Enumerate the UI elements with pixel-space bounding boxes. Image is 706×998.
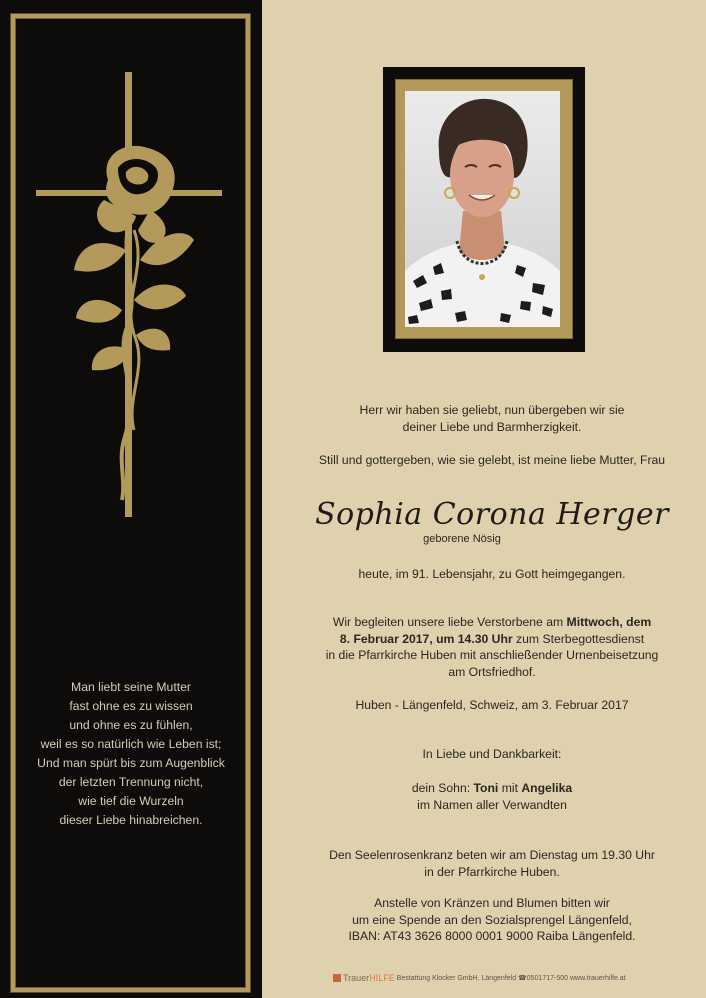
passing-text — [292, 566, 692, 583]
left-panel — [0, 0, 262, 998]
footer-info: Bestattung Klocker GmbH, Längenfeld ☎0501717-500 www.trauerhilfe.at — [396, 974, 626, 982]
son-name: Toni — [473, 781, 499, 795]
mit-text: mit — [498, 781, 522, 795]
funeral-date-time: 8. Februar 2017, um 14.30 Uhr — [339, 631, 513, 646]
funeral-line-2 — [292, 631, 692, 648]
poem-line: fast ohne es zu wissen — [69, 699, 193, 713]
poem-line: Und man spürt bis zum Augenblick — [37, 756, 225, 770]
poem-line: weil es so natürlich wie Leben ist; — [40, 737, 222, 751]
donation-info — [292, 895, 692, 945]
mourners-son-line — [292, 780, 692, 797]
mourners-heading — [292, 746, 692, 763]
logo-part-a: Trauer — [343, 973, 370, 983]
mourners — [292, 780, 692, 813]
funeral-line-4: am Ortsfriedhof. — [448, 664, 536, 679]
rosary-line-2: in der Pfarrkirche Huben. — [424, 864, 560, 879]
intro-text — [292, 452, 692, 469]
poem-line: und ohne es zu fühlen, — [69, 718, 193, 732]
portrait-gold-border — [395, 79, 573, 339]
funeral-weekday: Mittwoch, dem — [566, 615, 652, 629]
place-date — [292, 697, 692, 714]
footer — [333, 973, 683, 983]
partner-name: Angelika — [521, 781, 573, 795]
funeral-line-1 — [292, 614, 692, 631]
verse-line-1: Herr wir haben sie geliebt, nun übergeben wir sie — [359, 403, 625, 417]
logo-part-b: HILFE — [369, 973, 395, 983]
rosary-info — [292, 847, 692, 880]
relatives-line: im Namen aller Verwandten — [417, 797, 567, 812]
place-date-line: Huben - Längenfeld, Schweiz, am 3. Februar 2017 — [355, 698, 629, 712]
verse-line-2: deiner Liebe und Barmherzigkeit. — [402, 419, 582, 434]
intro-line: Still und gottergeben, wie sie gelebt, ist meine liebe Mutter, Frau — [318, 453, 666, 467]
rose-cross-icon — [30, 60, 230, 530]
poem-line: Man liebt seine Mutter — [71, 680, 191, 694]
birth-name — [312, 531, 612, 548]
funeral-line-1-text: Wir begleiten unsere liebe Verstorbene am — [332, 615, 567, 629]
donation-line-1: Anstelle von Kränzen und Blumen bitten wir — [374, 896, 610, 910]
portrait-image — [405, 91, 560, 327]
poem-line: wie tief die Wurzeln — [78, 794, 184, 808]
donation-line-3: IBAN: AT43 3626 8000 0001 9000 Raiba Längenfeld. — [348, 929, 636, 943]
trauerhilfe-logo-icon — [333, 974, 341, 982]
funeral-line-3: in die Pfarrkirche Huben mit anschließender Urnenbeisetzung — [325, 648, 659, 662]
deceased-name: Sophia Corona Herger — [315, 497, 669, 532]
portrait-photo — [405, 91, 560, 327]
verse — [292, 402, 692, 435]
birth-name-line: geborene Nösig — [423, 533, 501, 545]
poem — [20, 678, 242, 830]
rosary-line-1: Den Seelenrosenkranz beten wir am Dienstag um 19.30 Uhr — [329, 848, 655, 862]
portrait-frame — [383, 67, 585, 352]
poem-line: der letzten Trennung nicht, — [58, 775, 204, 789]
footer-logo — [343, 973, 395, 983]
mourners-heading-line: In Liebe und Dankbarkeit: — [422, 747, 562, 761]
poem-line: dieser Liebe hinabreichen. — [59, 813, 203, 827]
donation-line-2: um eine Spende an den Sozialsprengel Längenfeld, — [352, 912, 632, 927]
son-prefix: dein Sohn: — [411, 781, 474, 795]
funeral-line-2-text: zum Sterbegottesdienst — [512, 631, 645, 646]
funeral-info — [292, 614, 692, 680]
passing-line: heute, im 91. Lebensjahr, zu Gott heimgegangen. — [358, 567, 626, 581]
